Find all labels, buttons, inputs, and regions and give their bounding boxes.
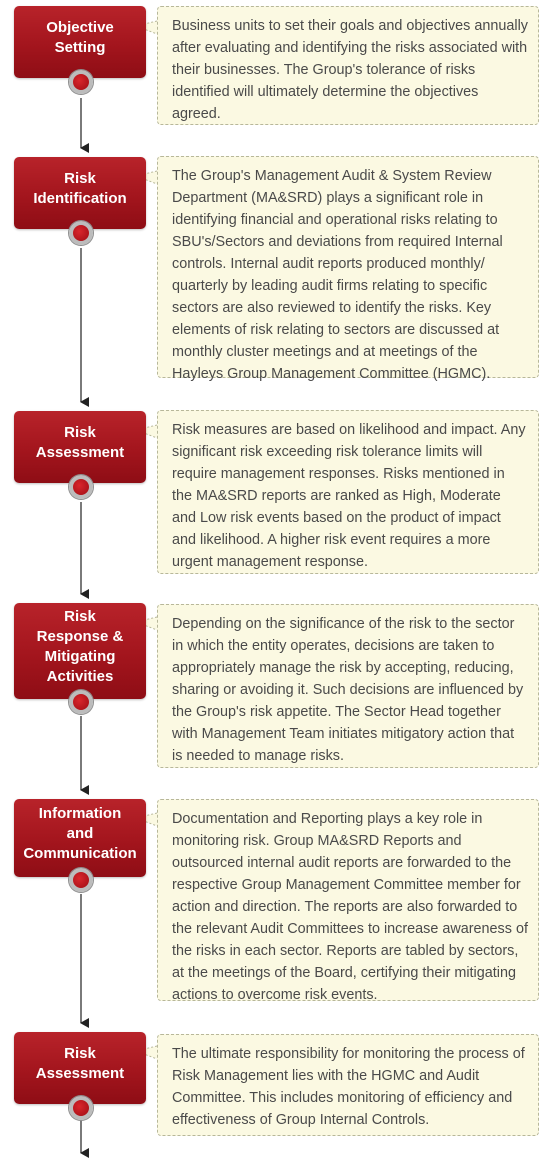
step-node-1 <box>69 70 93 94</box>
step-box-risk-assessment <box>14 411 146 483</box>
step-label: Risk Response & Mitigating Activities <box>36 608 124 685</box>
step-node-5 <box>69 868 93 892</box>
step-description: Documentation and Reporting plays a key role in monitoring risk. Group MA&SRD Reports and outsourced internal audit reports are forwarded to the respective Group Management Committee member for action and direction. The reports are also forwarded to the relevant Audit Committees to increase awareness of the risks in each sector. Reports are tabled by sectors, at the meetings of the Board, certifying their mitigating actions to overcome risk events. <box>172 811 528 1003</box>
step-box-objective-setting <box>14 6 146 78</box>
step-box-risk-identification <box>14 157 146 229</box>
step-box-risk-response <box>14 603 146 699</box>
step-note-risk-identification <box>157 156 539 382</box>
step-note-risk-assessment-final <box>157 1034 539 1136</box>
step-note-objective-setting <box>157 6 539 125</box>
step-label: Objective Setting <box>46 19 114 56</box>
step-label: Risk Assessment <box>35 1045 125 1082</box>
step-box-risk-assessment-final <box>14 1032 146 1104</box>
step-node-2 <box>69 221 93 245</box>
step-node-6 <box>69 1096 93 1120</box>
step-description: The ultimate responsibility for monitoring the process of Risk Management lies with the HGMC and Audit Committee. This includes monitoring of efficiency and effectiveness of Group Internal Controls. <box>172 1046 525 1128</box>
step-node-4 <box>69 690 93 714</box>
step-node-3 <box>69 475 93 499</box>
step-description: Risk measures are based on likelihood and impact. Any significant risk exceeding risk tolerance limits will require management responses. Risks mentioned in the MA&SRD reports are ranked as High, Moderate and Low risk events based on the product of impact and likelihood. A higher risk event requires a more urgent management response. <box>172 422 526 570</box>
step-note-risk-response <box>157 604 539 768</box>
step-description: Depending on the significance of the risk to the sector in which the entity operates, decisions are taken to appropriately manage the risk by accepting, reducing, sharing or avoiding it. Such decisions are influenced by the Group's risk appetite. The Sector Head together with Management Team initiates mitigatory action that is needed to manage risks. <box>172 616 524 764</box>
step-note-information-communication <box>157 799 539 1001</box>
step-note-risk-assessment <box>157 410 539 574</box>
step-label: Risk Identification <box>33 170 127 207</box>
step-label: Risk Assessment <box>35 424 125 461</box>
step-box-information-communication <box>14 799 146 877</box>
step-description: The Group's Management Audit & System Review Department (MA&SRD) plays a significant role in identifying financial and operational risks relating to SBU's/Sectors and deviations from required Internal controls. Internal audit reports produced monthly/ quarterly by leading audit firms relating to specific sectors are also reviewed to identify the risks. Key elements of risk relating to sectors are discussed at monthly cluster meetings and at meetings of the Hayleys Group Management Committee (HGMC). <box>172 168 503 382</box>
step-description: Business units to set their goals and objectives annually after evaluating and identifying the risks associated with their businesses. The Group's tolerance of risks identified will ultimately determine the objectives agreed. <box>172 18 528 122</box>
step-label: Information and Communication <box>23 805 137 862</box>
